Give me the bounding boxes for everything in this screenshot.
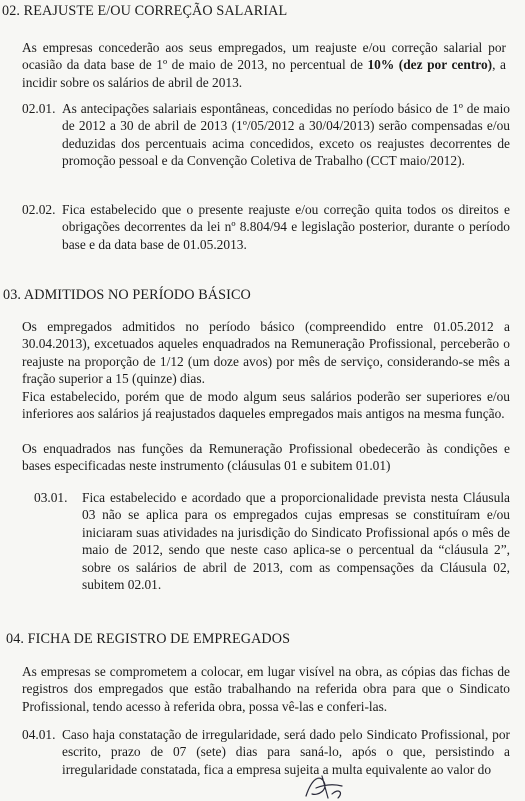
clause-02-01-text: As antecipações salariais espontâneas, concedidas no período básico de 1º de maio de 2012 a 30 de abril de 2013 (1º/05/2012 a 30/04/2013) serão compensadas e/ou deduzidas dos percentuais acima concedidos, exceto os reajustes decorrentes de promoção pessoal e da Convenção Coletiva de Trabalho (CCT maio/2012). <box>62 101 510 169</box>
section-04-paragraph-1: As empresas se comprometem a colocar, em lugar visível na obra, as cópias das fichas de registros dos empregados que estão trabalhando na referida obra para que o Sindicato Profissional, tendo acesso à referida obra, possa vê-las e conferi-las. <box>22 664 510 714</box>
clause-04-01-text: Caso haja constatação de irregularidade, será dado pelo Sindicato Profissional, por escrito, prazo de 07 (sete) dias para saná-lo, após o que, persistindo a irregularidade constatada, fica a empresa sujeita a multa equivalente ao valor do <box>62 727 510 777</box>
signature-initials-icon <box>298 772 358 800</box>
section-03-paragraph-2: Fica estabelecido, porém que de modo algum seus salários poderão ser superiores e/ou inferiores aos salários já reajustados daqueles empregados mais antigos na mesma função. <box>22 389 510 422</box>
section-02-intro-text: As empresas concederão aos seus empregados, um reajuste e/ou correção salarial por ocasião da data base de 1º de maio de 2013, no percentual de <box>22 40 506 73</box>
section-04-heading: 04. FICHA DE REGISTRO DE EMPREGADOS <box>6 631 291 647</box>
section-02-intro-end: , a incidir sobre os salários de abril de 2013. <box>22 57 506 90</box>
section-02-intro <box>22 39 506 91</box>
clause-02-01-number: 02.01. <box>22 101 56 116</box>
clause-02-02-text: Fica estabelecido que o presente reajuste e/ou correção quita todos os direitos e obrigações decorrentes da lei nº 8.804/94 e legislação posterior, durante o período base e da data base de 01.05.2013. <box>62 202 510 252</box>
clause-02-02-number: 02.02. <box>22 202 56 217</box>
section-03-paragraph-3: Os enquadrados nas funções da Remuneração Profissional obedecerão às condições e bases especificadas neste instrumento (cláusulas 01 e subitem 01.01) <box>22 441 510 474</box>
section-03-paragraph-1: Os empregados admitidos no período básico (compreendido entre 01.05.2012 a 30.04.2013), excetuados aqueles enquadrados na Remuneração Profissional, perceberão o reajuste na proporção de 1/12 (um doze avos) por mês de serviço, considerando-se mês a fração superior a 15 (quinze) dias. <box>22 319 510 387</box>
clause-03-01-number: 03.01. <box>34 490 68 505</box>
clause-03-01-text: Fica estabelecido e acordado que a proporcionalidade prevista nesta Cláusula 03 não se aplica para os empregados cujas empresas se constituíram e/ou iniciaram suas atividades na jurisdição do Sindicato Profissional após o mês de maio de 2012, sendo que neste caso aplica-se o percentual da “cláusula 2”, sobre os salários de abril de 2013, com as compensações da Cláusula 02, subitem 02.01. <box>82 490 510 593</box>
clause-04-01-number: 04.01. <box>22 727 56 742</box>
section-03-heading: 03. ADMITIDOS NO PERÍODO BÁSICO <box>3 287 251 303</box>
section-02-heading: 02. REAJUSTE E/OU CORREÇÃO SALARIAL <box>2 3 288 19</box>
section-02-percent: 10% (dez por centro) <box>367 57 493 73</box>
